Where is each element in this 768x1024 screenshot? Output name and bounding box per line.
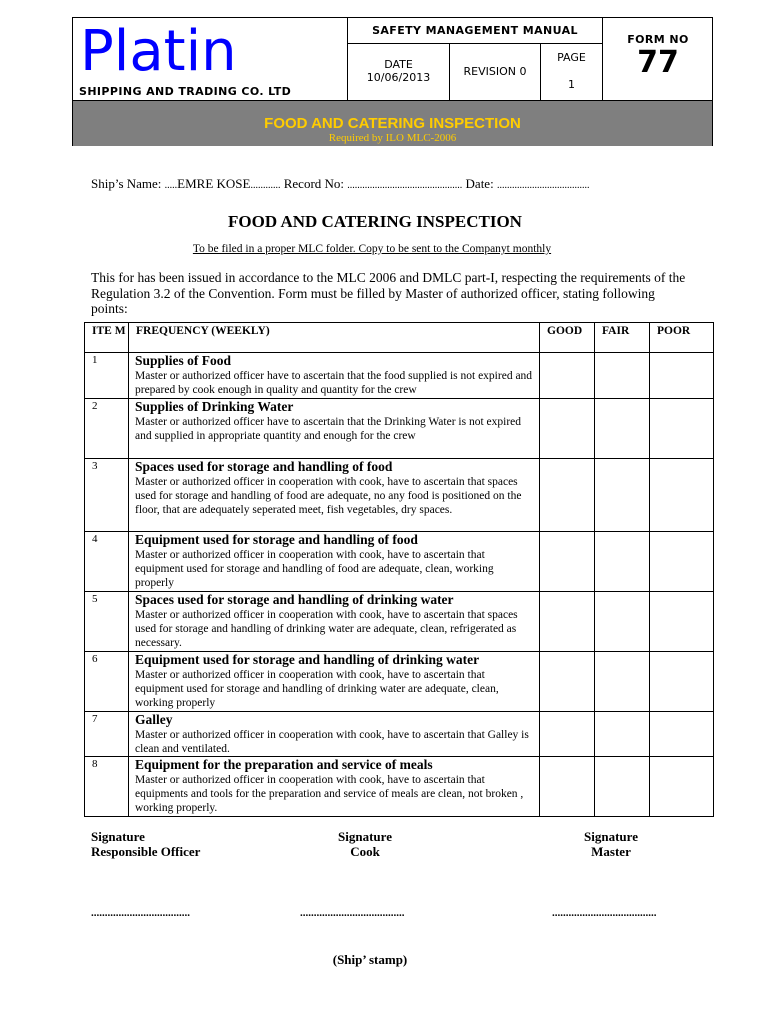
item-text: Master or authorized officer have to ascertain that the food supplied is not expired and prepared by cook enough in quality and quantity for the crew [135,370,533,396]
record-no-field[interactable]: .............................................. [347,180,463,191]
signature-role: Responsible Officer [91,844,201,859]
table-row [85,652,714,712]
item-text: Master or authorized officer in cooperation with cook, have to ascertain that equipment used for storage and handling of food are adequate, clean, working properly [135,549,494,589]
item-description [129,353,540,399]
date-field[interactable]: ..................................... [496,180,590,191]
revision-cell: REVISION 0 [450,44,541,100]
form-number: 77 [637,45,679,80]
signature-label: Signature [91,829,145,844]
item-number: 8 [85,757,129,817]
poor-cell[interactable] [650,652,714,712]
manual-title: SAFETY MANAGEMENT MANUAL [348,18,603,44]
item-description [129,532,540,592]
signature-role: Cook [350,844,380,859]
signature-master [551,829,671,859]
item-description [129,757,540,817]
table-row [85,459,714,532]
fair-cell[interactable] [595,532,650,592]
table-row [85,592,714,652]
good-cell[interactable] [540,459,595,532]
banner-title: FOOD AND CATERING INSPECTION [264,115,521,132]
ship-name-suffix: ............ [250,180,281,191]
item-description [129,592,540,652]
item-number: 4 [85,532,129,592]
header-item: ITE M [85,323,129,353]
header-good: GOOD [540,323,595,353]
item-text: Master or authorized officer in cooperation with cook, have to ascertain that Galley is clean and ventilated. [135,729,529,755]
date-label: DATE [384,58,413,71]
table-row [85,353,714,399]
inspection-table [84,322,714,817]
good-cell[interactable] [540,353,595,399]
ship-info-line [91,176,589,192]
signature-role: Master [591,844,631,859]
form-header [72,17,713,146]
item-number: 2 [85,399,129,459]
poor-cell[interactable] [650,757,714,817]
item-title: Supplies of Food [135,353,232,368]
item-number: 7 [85,712,129,757]
ship-name-label: Ship’s Name: [91,176,162,191]
poor-cell[interactable] [650,353,714,399]
intro-paragraph: This for has been issued in accordance to the MLC 2006 and DMLC part-I, respecting the requirements of the Regulation 3.2 of the Convention. Form must be filled by Master of authorized officer, stating following points: [91,270,686,316]
signature-line-master[interactable]: ...................................... [552,907,657,919]
poor-cell[interactable] [650,592,714,652]
item-title: Spaces used for storage and handling of food [135,459,393,474]
item-title: Supplies of Drinking Water [135,399,294,414]
title-banner [73,100,712,146]
header-poor: POOR [650,323,714,353]
item-number: 3 [85,459,129,532]
fair-cell[interactable] [595,459,650,532]
poor-cell[interactable] [650,459,714,532]
signature-line-officer[interactable]: .................................... [91,907,190,919]
item-title: Spaces used for storage and handling of drinking water [135,592,454,607]
fair-cell[interactable] [595,353,650,399]
good-cell[interactable] [540,592,595,652]
page-label: PAGE [557,51,586,64]
fair-cell[interactable] [595,652,650,712]
item-title: Equipment for the preparation and service of meals [135,757,433,772]
table-header-row [85,323,714,353]
item-description [129,712,540,757]
header-frequency: FREQUENCY (WEEKLY) [129,323,540,353]
good-cell[interactable] [540,399,595,459]
page-cell [541,44,603,100]
company-name: SHIPPING AND TRADING CO. LTD [79,85,292,98]
item-number: 6 [85,652,129,712]
item-description [129,652,540,712]
poor-cell[interactable] [650,399,714,459]
record-no-label: Record No: [283,176,345,191]
good-cell[interactable] [540,532,595,592]
company-logo: Platin [80,19,237,84]
item-title: Galley [135,712,173,727]
date-value: 10/06/2013 [366,71,431,84]
signature-line-cook[interactable]: ...................................... [300,907,405,919]
form-number-cell [603,18,713,100]
page-value: 1 [568,78,575,91]
table-row [85,757,714,817]
banner-subtitle: Required by ILO MLC-2006 [328,132,457,144]
good-cell[interactable] [540,712,595,757]
poor-cell[interactable] [650,712,714,757]
table-row [85,399,714,459]
good-cell[interactable] [540,757,595,817]
item-title: Equipment used for storage and handling of food [135,532,418,547]
fair-cell[interactable] [595,757,650,817]
page-title: FOOD AND CATERING INSPECTION [228,212,522,231]
item-description [129,399,540,459]
table-row [85,532,714,592]
item-title: Equipment used for storage and handling of drinking water [135,652,480,667]
item-number: 5 [85,592,129,652]
date-label: Date: [465,176,494,191]
item-number: 1 [85,353,129,399]
signature-officer [91,829,200,859]
date-cell [348,44,450,100]
form-number-label: FORM NO [627,33,689,46]
signature-cook [305,829,425,859]
item-text: Master or authorized officer in cooperation with cook, have to ascertain that spaces used for storage and handling of food are adequate, no any food is positioned on the floor, that are adequately seperated meet, fish vegetables, dry spaces. [135,476,522,516]
item-text: Master or authorized officer in cooperation with cook, have to ascertain that equipments and tools for the preparation and service of meals are clean, not broken , working properly. [135,774,524,814]
table-row [85,712,714,757]
signature-label: Signature [338,829,392,844]
item-description [129,459,540,532]
logo-cell [73,18,348,100]
ship-name-prefix: ..... [164,180,178,191]
header-fair: FAIR [595,323,650,353]
item-text: Master or authorized officer have to ascertain that the Drinking Water is not expired and supplied in appropriate quantity and enough for the crew [135,416,521,442]
fair-cell[interactable] [595,399,650,459]
filing-instruction: To be filed in a proper MLC folder. Copy to be sent to the Companyt monthly [192,243,552,255]
signature-label: Signature [584,829,638,844]
item-text: Master or authorized officer in cooperation with cook, have to ascertain that spaces used for storage and handling of drinking water are adequate, clean, refrigerated as necessary. [135,609,518,649]
fair-cell[interactable] [595,712,650,757]
fair-cell[interactable] [595,592,650,652]
good-cell[interactable] [540,652,595,712]
poor-cell[interactable] [650,532,714,592]
ship-name-value[interactable]: EMRE KOSE [177,176,251,191]
ship-stamp-label: (Ship’ stamp) [332,952,408,967]
item-text: Master or authorized officer in cooperation with cook, have to ascertain that equipment used for storage and handling of drinking water are adequate, clean, working properly [135,669,499,709]
